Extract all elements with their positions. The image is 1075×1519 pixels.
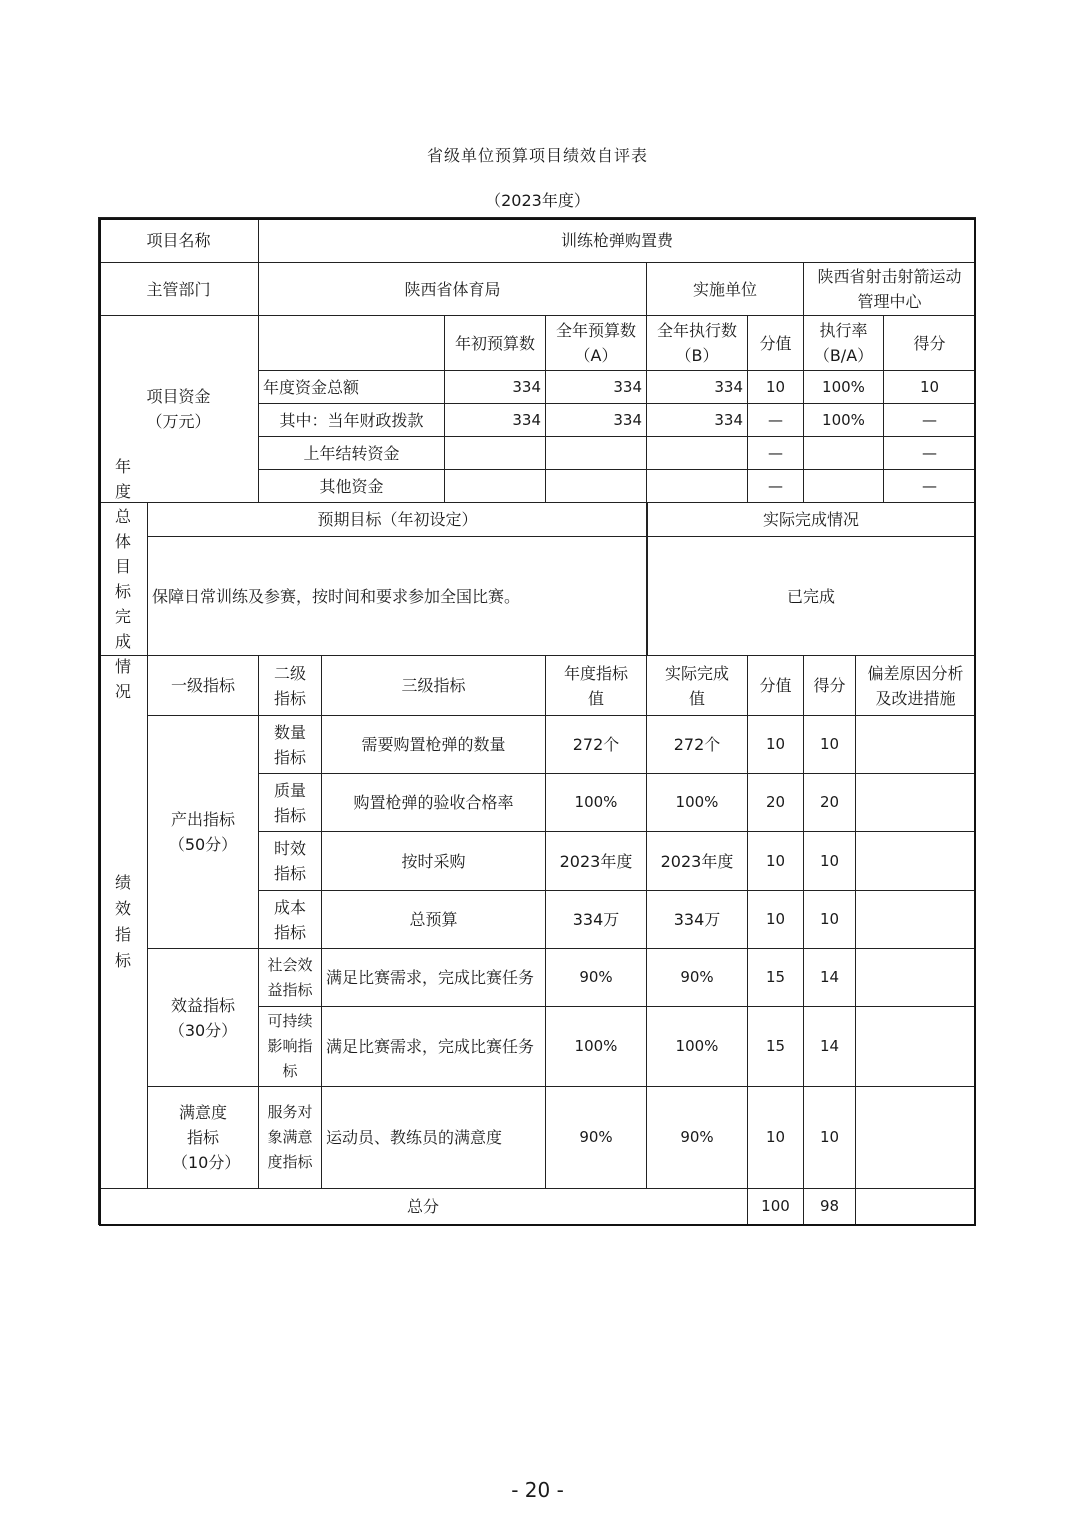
funds-row-executed: 334 — [646, 370, 748, 404]
indicators-header-target: 年度指标值 — [545, 655, 647, 716]
funds-row-annual: 334 — [545, 403, 647, 437]
indicator-deviation — [855, 1086, 976, 1189]
indicator-level2: 质量指标 — [258, 773, 322, 832]
funds-row-rate: 100% — [803, 370, 884, 404]
project-name-label: 项目名称 — [98, 217, 259, 263]
funds-row-score-value: 10 — [747, 370, 804, 404]
unit-label: 实施单位 — [646, 262, 804, 316]
indicator-deviation — [855, 890, 976, 949]
indicator-level2: 社会效益指标 — [258, 948, 322, 1007]
indicator-actual: 272个 — [646, 715, 748, 774]
page-subtitle-year: （2023年度） — [485, 191, 590, 210]
page-title: 省级单位预算项目绩效自评表 — [426, 146, 648, 165]
indicator-level3: 满足比赛需求，完成比赛任务 — [321, 1006, 546, 1087]
indicator-level3: 运动员、教练员的满意度 — [321, 1086, 546, 1189]
indicator-target: 334万 — [545, 890, 647, 949]
indicator-deviation — [855, 715, 976, 774]
funds-row-executed: 334 — [646, 403, 748, 437]
indicator-level3: 总预算 — [321, 890, 546, 949]
goals-label: 年度总体目标完成情况 — [98, 502, 148, 656]
funds-row-name: 其他资金 — [258, 469, 445, 503]
indicator-deviation — [855, 831, 976, 891]
indicators-header-deviation: 偏差原因分析及改进措施 — [855, 655, 976, 716]
unit-value: 陕西省射击射箭运动管理中心 — [803, 262, 976, 316]
funds-row-initial: 334 — [444, 370, 546, 404]
goals-actual-value: 已完成 — [646, 536, 976, 656]
indicator-score: 10 — [803, 1086, 856, 1189]
page-number: - 20 - — [511, 1478, 564, 1502]
funds-row-score: 10 — [883, 370, 976, 404]
funds-row-name: 年度资金总额 — [258, 370, 445, 404]
indicator-target: 90% — [545, 1086, 647, 1189]
funds-row-rate — [803, 469, 884, 503]
indicators-header-level1: 一级指标 — [147, 655, 259, 716]
funds-col-initial: 年初预算数 — [444, 315, 546, 371]
funds-col-score: 得分 — [883, 315, 976, 371]
indicator-score-value: 15 — [747, 948, 804, 1007]
indicator-target: 272个 — [545, 715, 647, 774]
indicator-score-value: 15 — [747, 1006, 804, 1087]
indicator-actual: 90% — [646, 1086, 748, 1189]
indicators-header-level2: 二级指标 — [258, 655, 322, 716]
indicator-level3: 满足比赛需求，完成比赛任务 — [321, 948, 546, 1007]
dept-label: 主管部门 — [98, 262, 259, 316]
indicator-group-satisfaction: 满意度指标（10分） — [147, 1086, 259, 1189]
indicator-actual: 100% — [646, 1006, 748, 1087]
funds-row-score-value: — — [747, 469, 804, 503]
indicator-level3: 需要购置枪弹的数量 — [321, 715, 546, 774]
indicators-header-level3: 三级指标 — [321, 655, 546, 716]
indicator-group-benefit: 效益指标（30分） — [147, 948, 259, 1087]
indicator-level2: 数量指标 — [258, 715, 322, 774]
indicator-score: 20 — [803, 773, 856, 832]
funds-row-name: 其中：当年财政拨款 — [258, 403, 445, 437]
indicators-header-score: 得分 — [803, 655, 856, 716]
indicators-header-score-value: 分值 — [747, 655, 804, 716]
indicator-score-value: 10 — [747, 831, 804, 891]
funds-row-annual: 334 — [545, 370, 647, 404]
indicator-level2: 可持续影响指标 — [258, 1006, 322, 1087]
self-evaluation-table — [99, 218, 976, 1226]
project-name-value: 训练枪弹购置费 — [258, 217, 976, 263]
indicator-deviation — [855, 1006, 976, 1087]
funds-col-rate: 执行率（B/A） — [803, 315, 884, 371]
indicator-score: 10 — [803, 890, 856, 949]
indicator-score: 10 — [803, 715, 856, 774]
dept-value: 陕西省体育局 — [258, 262, 647, 316]
funds-row-rate: 100% — [803, 403, 884, 437]
indicator-actual: 334万 — [646, 890, 748, 949]
indicator-level2: 服务对象满意度指标 — [258, 1086, 322, 1189]
indicator-level3: 按时采购 — [321, 831, 546, 891]
funds-col-score-value: 分值 — [747, 315, 804, 371]
funds-row-rate — [803, 436, 884, 470]
indicator-target: 2023年度 — [545, 831, 647, 891]
indicator-actual: 2023年度 — [646, 831, 748, 891]
indicators-header-actual: 实际完成值 — [646, 655, 748, 716]
total-score: 98 — [803, 1188, 856, 1225]
funds-row-score-value: — — [747, 436, 804, 470]
funds-row-name: 上年结转资金 — [258, 436, 445, 470]
indicator-target: 90% — [545, 948, 647, 1007]
funds-row-initial: 334 — [444, 403, 546, 437]
indicator-actual: 90% — [646, 948, 748, 1007]
goals-expected-value: 保障日常训练及参赛，按时间和要求参加全国比赛。 — [147, 536, 648, 656]
total-deviation — [855, 1188, 976, 1225]
indicator-level3: 购置枪弹的验收合格率 — [321, 773, 546, 832]
funds-row-score: — — [883, 469, 976, 503]
funds-row-executed — [646, 469, 748, 503]
funds-row-score: — — [883, 403, 976, 437]
total-label: 总分 — [98, 1188, 748, 1225]
funds-row-annual — [545, 469, 647, 503]
indicator-score: 14 — [803, 1006, 856, 1087]
indicator-score-value: 10 — [747, 715, 804, 774]
funds-row-executed — [646, 436, 748, 470]
indicator-score: 10 — [803, 831, 856, 891]
indicator-score-value: 10 — [747, 890, 804, 949]
funds-row-score-value: — — [747, 403, 804, 437]
indicator-actual: 100% — [646, 773, 748, 832]
goals-expected-label: 预期目标（年初设定） — [147, 502, 648, 537]
indicator-score-value: 10 — [747, 1086, 804, 1189]
funds-row-initial — [444, 469, 546, 503]
indicator-target: 100% — [545, 773, 647, 832]
indicator-score-value: 20 — [747, 773, 804, 832]
funds-row-annual — [545, 436, 647, 470]
indicator-level2: 成本指标 — [258, 890, 322, 949]
goals-actual-label: 实际完成情况 — [646, 502, 976, 537]
indicator-score: 14 — [803, 948, 856, 1007]
funds-header-blank — [258, 315, 445, 371]
funds-label: 项目资金（万元） — [98, 315, 259, 503]
funds-row-score: — — [883, 436, 976, 470]
funds-row-initial — [444, 436, 546, 470]
indicators-label: 绩效指标 — [98, 655, 148, 1189]
total-score-value: 100 — [747, 1188, 804, 1225]
indicator-group-output: 产出指标（50分） — [147, 715, 259, 949]
indicator-deviation — [855, 773, 976, 832]
indicator-deviation — [855, 948, 976, 1007]
funds-col-executed: 全年执行数（B） — [646, 315, 748, 371]
indicator-level2: 时效指标 — [258, 831, 322, 891]
indicator-target: 100% — [545, 1006, 647, 1087]
funds-col-annual: 全年预算数（A） — [545, 315, 647, 371]
